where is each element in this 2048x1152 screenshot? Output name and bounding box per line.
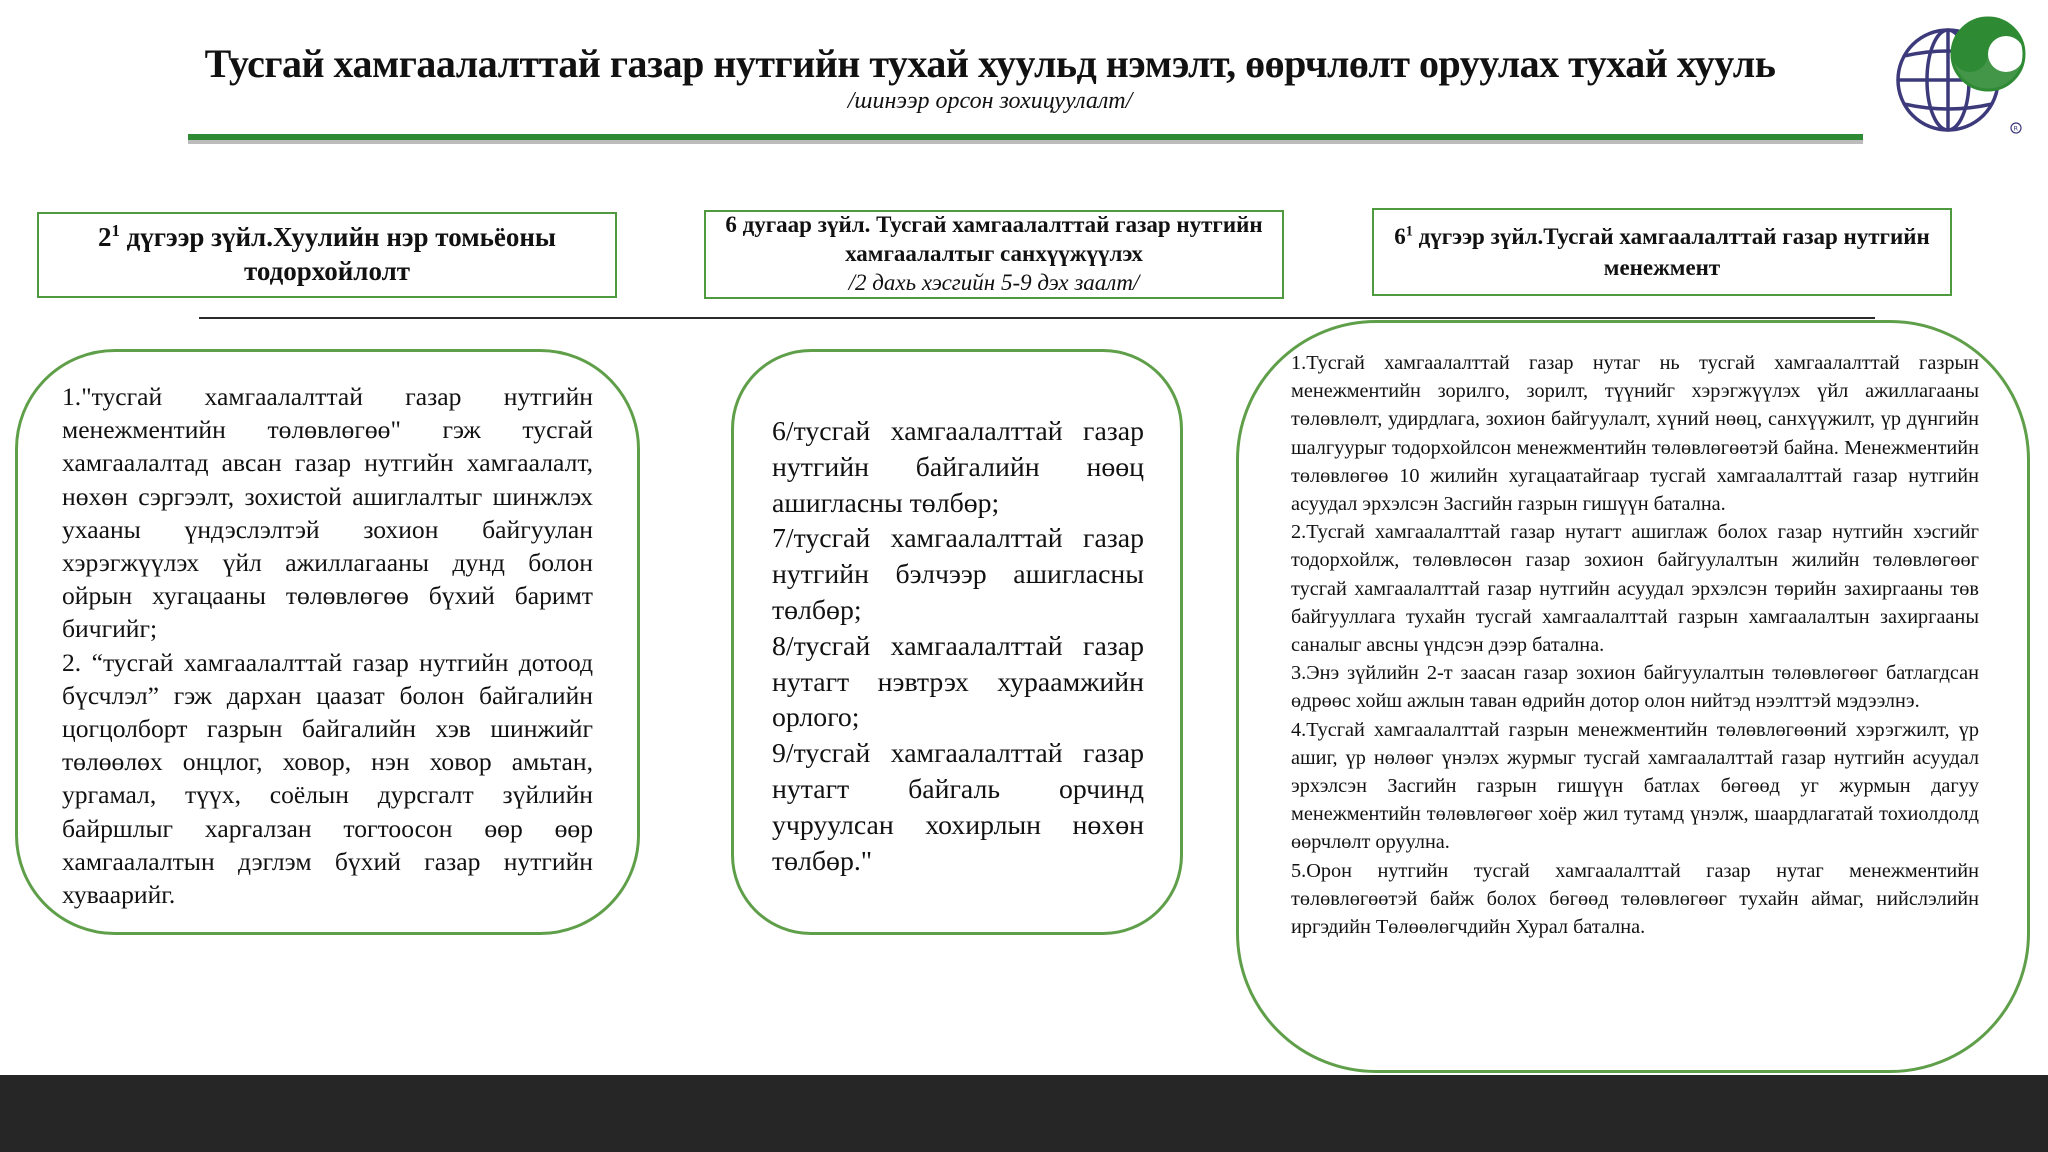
heading-subnote: /2 дахь хэсгийн 5-9 дэх заалт/ <box>848 269 1140 295</box>
paragraph: 2.Тусгай хамгаалалттай газар нутагт ашиглаж болох газар нутгийн хэсгийг тодорхойлж, төлөвлөсөн газар зохион байгуулалтын жилийн төлөвлөгөөг тусгай хамгаалалттай газар нутгийн асуудал эрхэлсэн төрийн захиргааны төв байгууллага тухайн тусгай хамгаалалттай газрын хамгаалалтын захиргааны саналыг авсны үндсэн дээр батална. <box>1291 521 1979 657</box>
paragraph: 7/тусгай хамгаалалттай газар нутгийн бэлчээр ашигласны төлбөр; <box>772 523 1144 626</box>
heading-superscript: 1 <box>1405 223 1413 240</box>
article-6-heading <box>704 210 1284 299</box>
paragraph: 3.Энэ зүйлийн 2-т заасан газар зохион байгуулалтын төлөвлөгөөг батлагдсан өдрөөс хойш ажлын таван өдрийн дотор олон нийтэд нээлттэй мэдээлнэ. <box>1291 662 1979 713</box>
page-title: Тусгай хамгаалалттай газар нутгийн тухай хуульд нэмэлт, өөрчлөлт оруулах тухай хууль <box>204 41 1776 86</box>
heading-number: 2 <box>98 222 112 253</box>
section-divider <box>199 317 1875 319</box>
paragraph: 2. “тусгай хамгаалалттай газар нутгийн дотоод бүсчлэл” гэж дархан цаазат болон байгалийн цогцолборт газрын байгалийн хэв шинжийг төлөөлөх онцлог, ховор, нэн ховор амьтан, ургамал, түүх, соёлын дурсгалт зүйлийн байршлыг харгалзан тогтоосон өөр өөр хамгаалалтын дэглэм бүхий газар нутгийн хуваарийг. <box>62 647 593 910</box>
page-subtitle: /шинээр орсон зохицуулалт/ <box>847 88 1133 114</box>
footer-bar <box>0 1075 2048 1152</box>
heading-text: дүгээр зүйл.Тусгай хамгаалалттай газар нутгийн менежмент <box>1412 223 1930 280</box>
paragraph: 5.Орон нутгийн тусгай хамгаалалттай газар нутаг менежментийн төлөвлөгөөтэй байж болох бөгөөд төлөвлөгөөг тухайн аймаг, нийслэлийн иргэдийн Төлөөлөгчдийн Хурал батална. <box>1291 859 1979 939</box>
svg-text:R: R <box>2013 124 2019 133</box>
heading-text: дүгээр зүйл.Хуулийн нэр томьёоны тодорхойлолт <box>119 222 556 286</box>
heading-text: 6 дугаар зүйл. Тусгай хамгаалалттай газар нутгийн хамгаалалтыг санхүүжүүлэх <box>725 212 1263 267</box>
paragraph: 9/тусгай хамгаалалттай газар нутагт байгаль орчинд учруулсан хохирлын нөхөн төлбөр." <box>772 738 1144 877</box>
heading-number: 6 <box>1394 223 1406 249</box>
definitions-card <box>15 349 640 935</box>
article-6-1-heading <box>1372 208 1952 296</box>
paragraph: 6/тусгай хамгаалалттай газар нутгийн байгалийн нөөц ашигласны төлбөр; <box>772 416 1144 519</box>
management-card <box>1236 320 2030 1073</box>
globe-leaf-logo-icon <box>1876 8 2036 138</box>
title-divider <box>188 134 1863 144</box>
financing-card <box>731 349 1183 935</box>
paragraph: 8/тусгай хамгаалалттай газар нутагт нэвтрэх хураамжийн орлого; <box>772 630 1144 734</box>
paragraph: 1."тусгай хамгаалалттай газар нутгийн менежментийн төлөвлөгөө" гэж тусгай хамгаалалтад авсан газар нутгийн хамгаалалт, нөхөн сэргээлт, зохистой ашиглалтыг шинжлэх ухааны үндэслэлтэй зохион байгуулан хэрэгжүүлэх үйл ажиллагааны дунд болон ойрын хугацааны төлөвлөгөө бүхий баримт бичгийг; <box>62 382 593 644</box>
article-2-1-heading <box>37 212 617 298</box>
heading-superscript: 1 <box>111 221 120 241</box>
paragraph: 1.Тусгай хамгаалалттай газар нутаг нь тусгай хамгаалалттай газрын менежментийн зорилго, зорилт, түүнийг хэрэгжүүлэх үйл ажиллагааны төлөвлөлт, удирдлага, зохион байгуулалт, хүний нөөц, санхүүжилт, үр дүнгийн шалгуурыг тодорхойлсон менежментийн төлөвлөгөөтэй байна. Менежментийн төлөвлөгөө 10 жилийн хугацаатайгаар тусгай хамгаалалттай газар нутгийн асуудал эрхэлсэн Засгийн газрын гишүүн батална. <box>1291 352 1979 516</box>
paragraph: 4.Тусгай хамгаалалттай газрын менежментийн төлөвлөгөөний хэрэгжилт, үр ашиг, үр нөлөөг үнэлэх журмыг тусгай хамгаалалттай газар нутгийн асуудал эрхэлсэн Засгийн газрын гишүүн батлах бөгөөд уг журмын дагуу менежментийн төлөвлөгөөг хоёр жил тутамд үнэлж, шаардлагатай тохиолдолд өөрчлөлт оруулна. <box>1291 718 1979 854</box>
